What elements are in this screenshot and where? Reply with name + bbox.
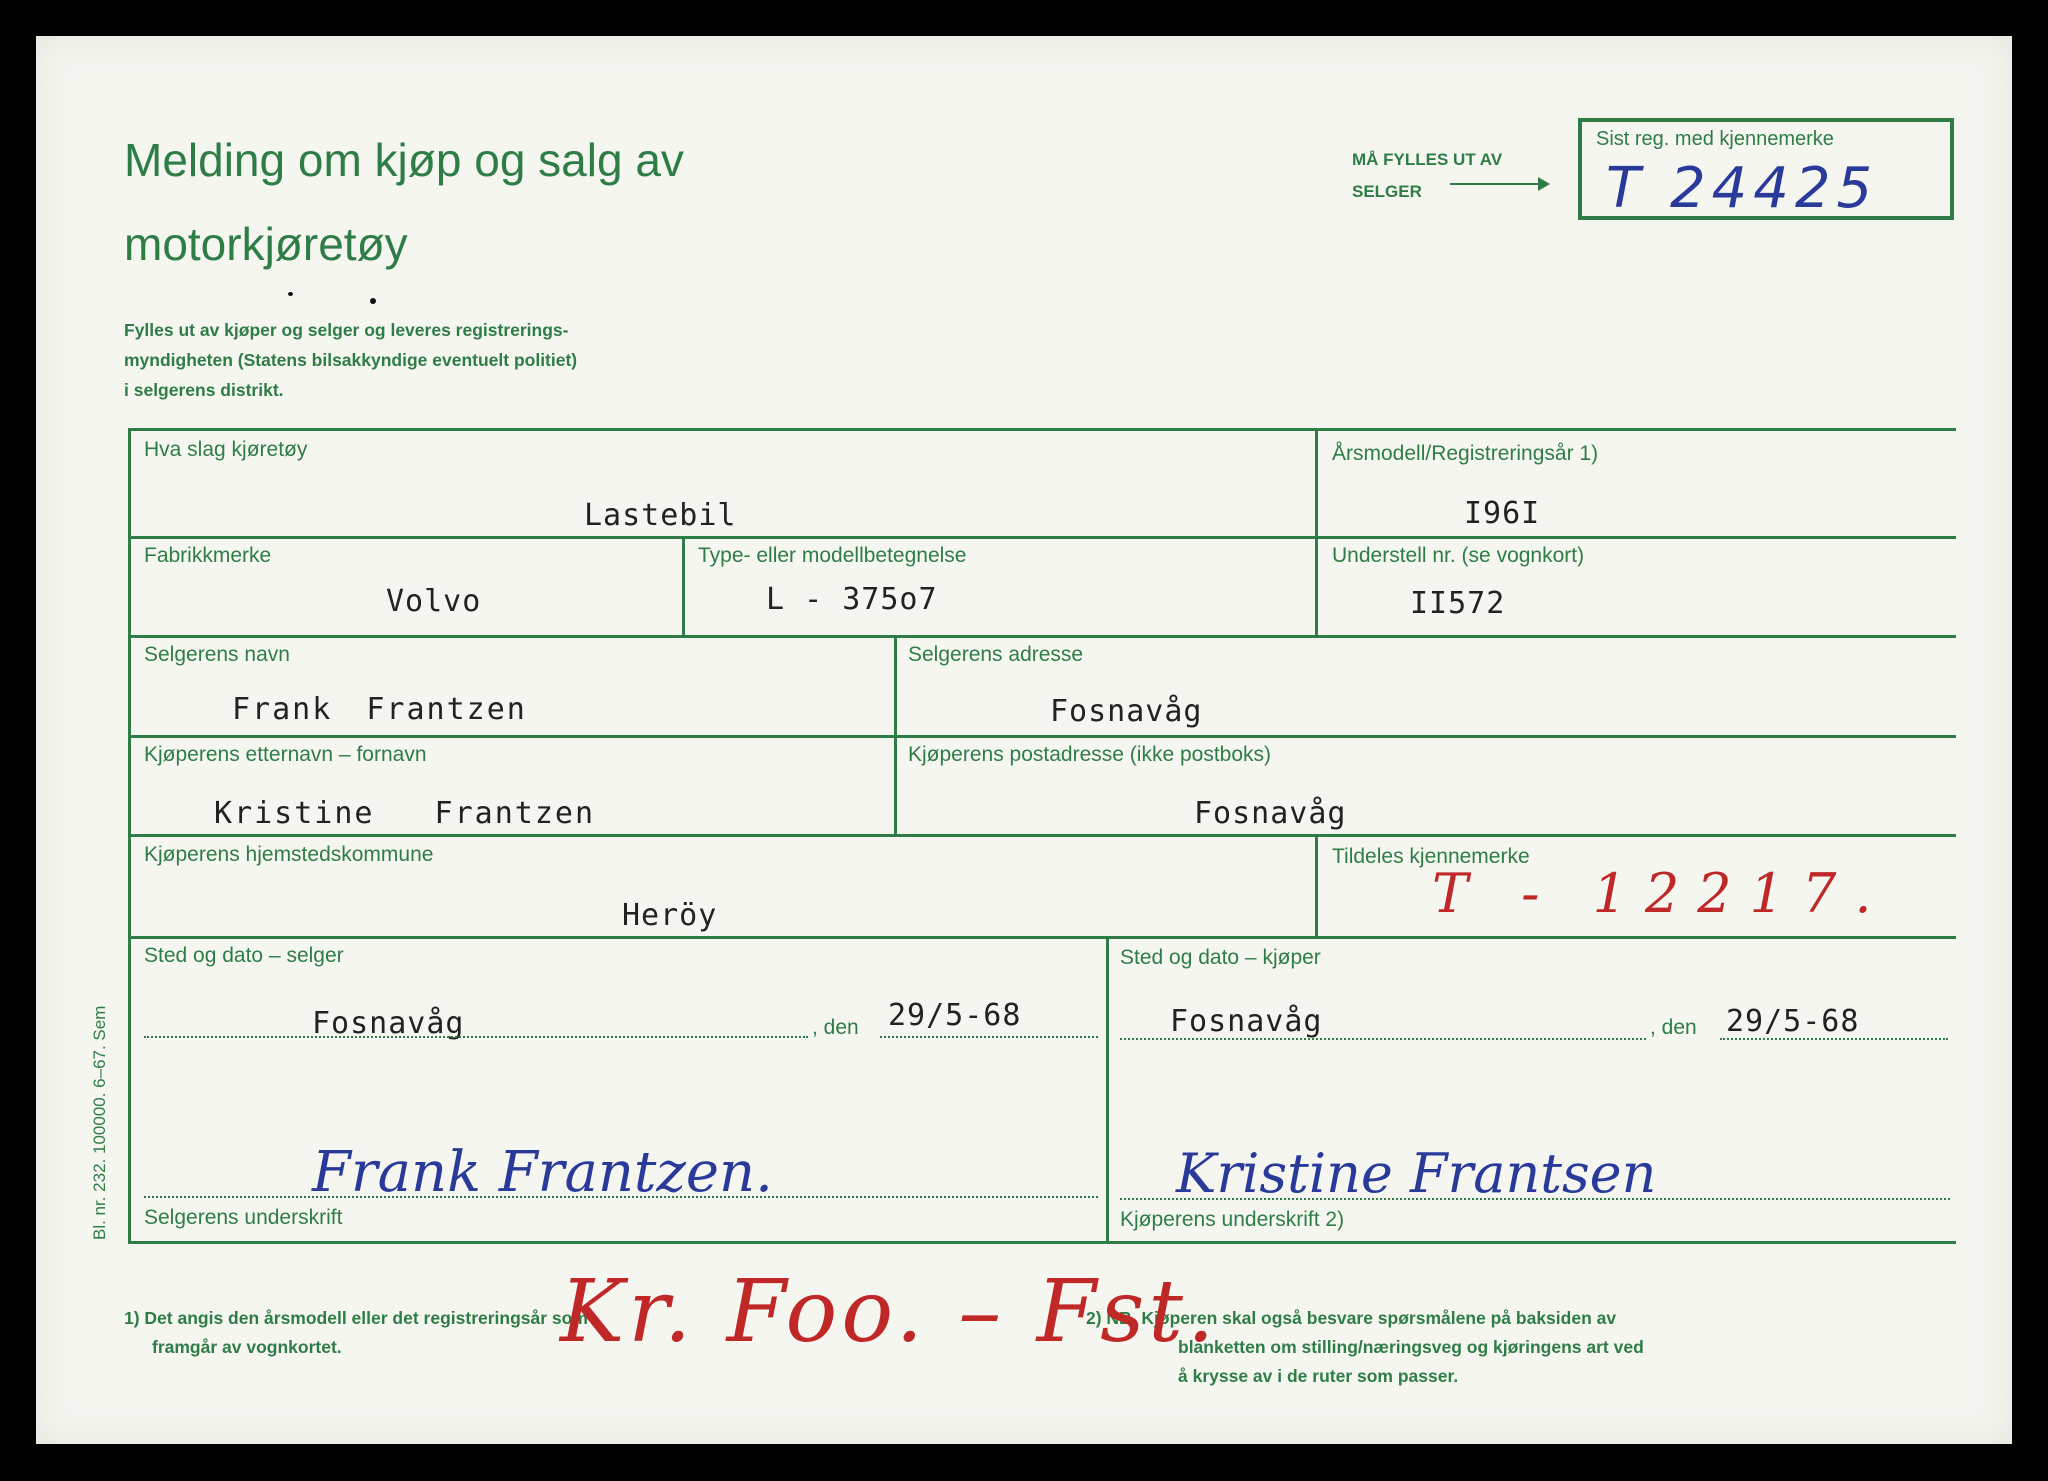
kjoper-signatur: Kristine Frantsen <box>1176 1142 1657 1205</box>
selger-adresse-value[interactable]: Fosnavåg <box>1050 694 1203 729</box>
title-line-1: Melding om kjøp og salg av <box>124 134 684 186</box>
ink-speck <box>370 298 376 304</box>
footnote-1-line-2: framgår av vognkortet. <box>152 1337 342 1357</box>
dato-selger-value[interactable]: 29/5-68 <box>888 998 1022 1033</box>
side-note: Bl. nr. 232. 100000. 6–67. Sem <box>90 1005 109 1240</box>
column-divider <box>682 536 685 636</box>
dotted-line <box>1120 1038 1646 1040</box>
understell-label: Understell nr. (se vognkort) <box>1332 544 1585 567</box>
column-divider <box>1106 936 1109 1241</box>
instructions-line-2: myndigheten (Statens bilsakkyndige eventuelt politiet) <box>124 350 578 370</box>
selger-signatur-label: Selgerens underskrift <box>144 1206 343 1229</box>
arrow-right-icon <box>1450 183 1548 185</box>
ma-fylles-line-1: MÅ FYLLES UT AV <box>1352 150 1503 169</box>
selger-navn-value[interactable]: Frank Frantzen <box>232 692 527 727</box>
kjoper-adresse-label: Kjøperens postadresse (ikke postboks) <box>908 743 1271 766</box>
selger-signatur: Frank Frantzen. <box>312 1140 773 1205</box>
selger-navn-label: Selgerens navn <box>144 643 290 666</box>
footnote-2-line-3: å krysse av i de ruter som passer. <box>1178 1366 1459 1386</box>
sted-kjoper-value[interactable]: Fosnavåg <box>1170 1004 1323 1039</box>
kjoretoy-label: Hva slag kjøretøy <box>144 438 308 461</box>
row-divider <box>128 536 1956 539</box>
row-divider <box>128 428 1956 431</box>
dotted-line <box>1720 1038 1948 1040</box>
selger-adresse-label: Selgerens adresse <box>908 643 1084 666</box>
tildeles-value[interactable]: T - 12217. <box>1432 862 1890 925</box>
ma-fylles-note <box>1352 144 1502 208</box>
dotted-line <box>1120 1198 1950 1200</box>
footnote-1-line-1: 1) Det angis den årsmodell eller det registreringsår som <box>124 1308 588 1328</box>
kjoper-signatur-label: Kjøperens underskrift 2) <box>1120 1208 1345 1231</box>
column-divider <box>1315 428 1318 636</box>
fabrikkmerke-value[interactable]: Volvo <box>386 584 482 619</box>
tildeles-label: Tildeles kjennemerke <box>1332 845 1530 868</box>
arsmodell-value[interactable]: I96I <box>1464 496 1541 531</box>
type-label: Type- eller modellbetegnelse <box>698 544 967 567</box>
instructions-line-1: Fylles ut av kjøper og selger og leveres registrerings- <box>124 320 569 340</box>
kjoper-navn-value[interactable]: Kristine Frantzen <box>214 796 596 831</box>
sted-kjoper-label: Sted og dato – kjøper <box>1120 946 1321 969</box>
ink-speck <box>288 292 293 296</box>
footnote-2-line-2: blanketten om stilling/næringsveg og kjøringens art ved <box>1178 1337 1644 1357</box>
ma-fylles-line-2: SELGER <box>1352 182 1422 201</box>
kjoretoy-value[interactable]: Lastebil <box>584 498 737 533</box>
dotted-line <box>144 1036 808 1038</box>
hjemsted-value[interactable]: Heröy <box>622 898 718 933</box>
sist-reg-box <box>1578 118 1954 220</box>
column-divider <box>1315 834 1318 936</box>
sist-reg-label: Sist reg. med kjennemerke <box>1596 128 1834 150</box>
row-divider <box>128 936 1956 939</box>
dato-kjoper-value[interactable]: 29/5-68 <box>1726 1004 1860 1039</box>
row-divider <box>128 735 1956 738</box>
kjoper-adresse-value[interactable]: Fosnavåg <box>1194 796 1347 831</box>
den-selger-label: , den <box>812 1016 859 1039</box>
left-border <box>128 428 131 1241</box>
red-annotation: Kr. Foo. – Fst. <box>560 1262 1219 1362</box>
dotted-line <box>144 1196 1098 1198</box>
row-divider <box>128 635 1956 638</box>
sist-reg-value[interactable]: T 24425 <box>1606 156 1879 221</box>
dotted-line <box>880 1036 1098 1038</box>
arsmodell-label: Årsmodell/Registreringsår 1) <box>1332 442 1599 465</box>
instructions <box>124 315 764 405</box>
type-value[interactable]: L - 375o7 <box>766 582 938 617</box>
fabrikkmerke-label: Fabrikkmerke <box>144 544 272 567</box>
instructions-line-3: i selgerens distrikt. <box>124 380 284 400</box>
hjemsted-label: Kjøperens hjemstedskommune <box>144 843 434 866</box>
row-divider <box>128 834 1956 837</box>
title-line-2: motorkjøretøy <box>124 218 408 270</box>
kjoper-navn-label: Kjøperens etternavn – fornavn <box>144 743 427 766</box>
sted-selger-label: Sted og dato – selger <box>144 944 344 967</box>
understell-value[interactable]: II572 <box>1410 586 1506 621</box>
form-title <box>124 118 824 286</box>
sted-selger-value[interactable]: Fosnavåg <box>312 1006 465 1041</box>
den-kjoper-label: , den <box>1650 1016 1697 1039</box>
row-divider <box>128 1241 1956 1244</box>
footnote-2-line-1: 2) NB. Kjøperen skal også besvare spørsmålene på baksiden av <box>1086 1308 1617 1328</box>
column-divider <box>894 635 897 835</box>
